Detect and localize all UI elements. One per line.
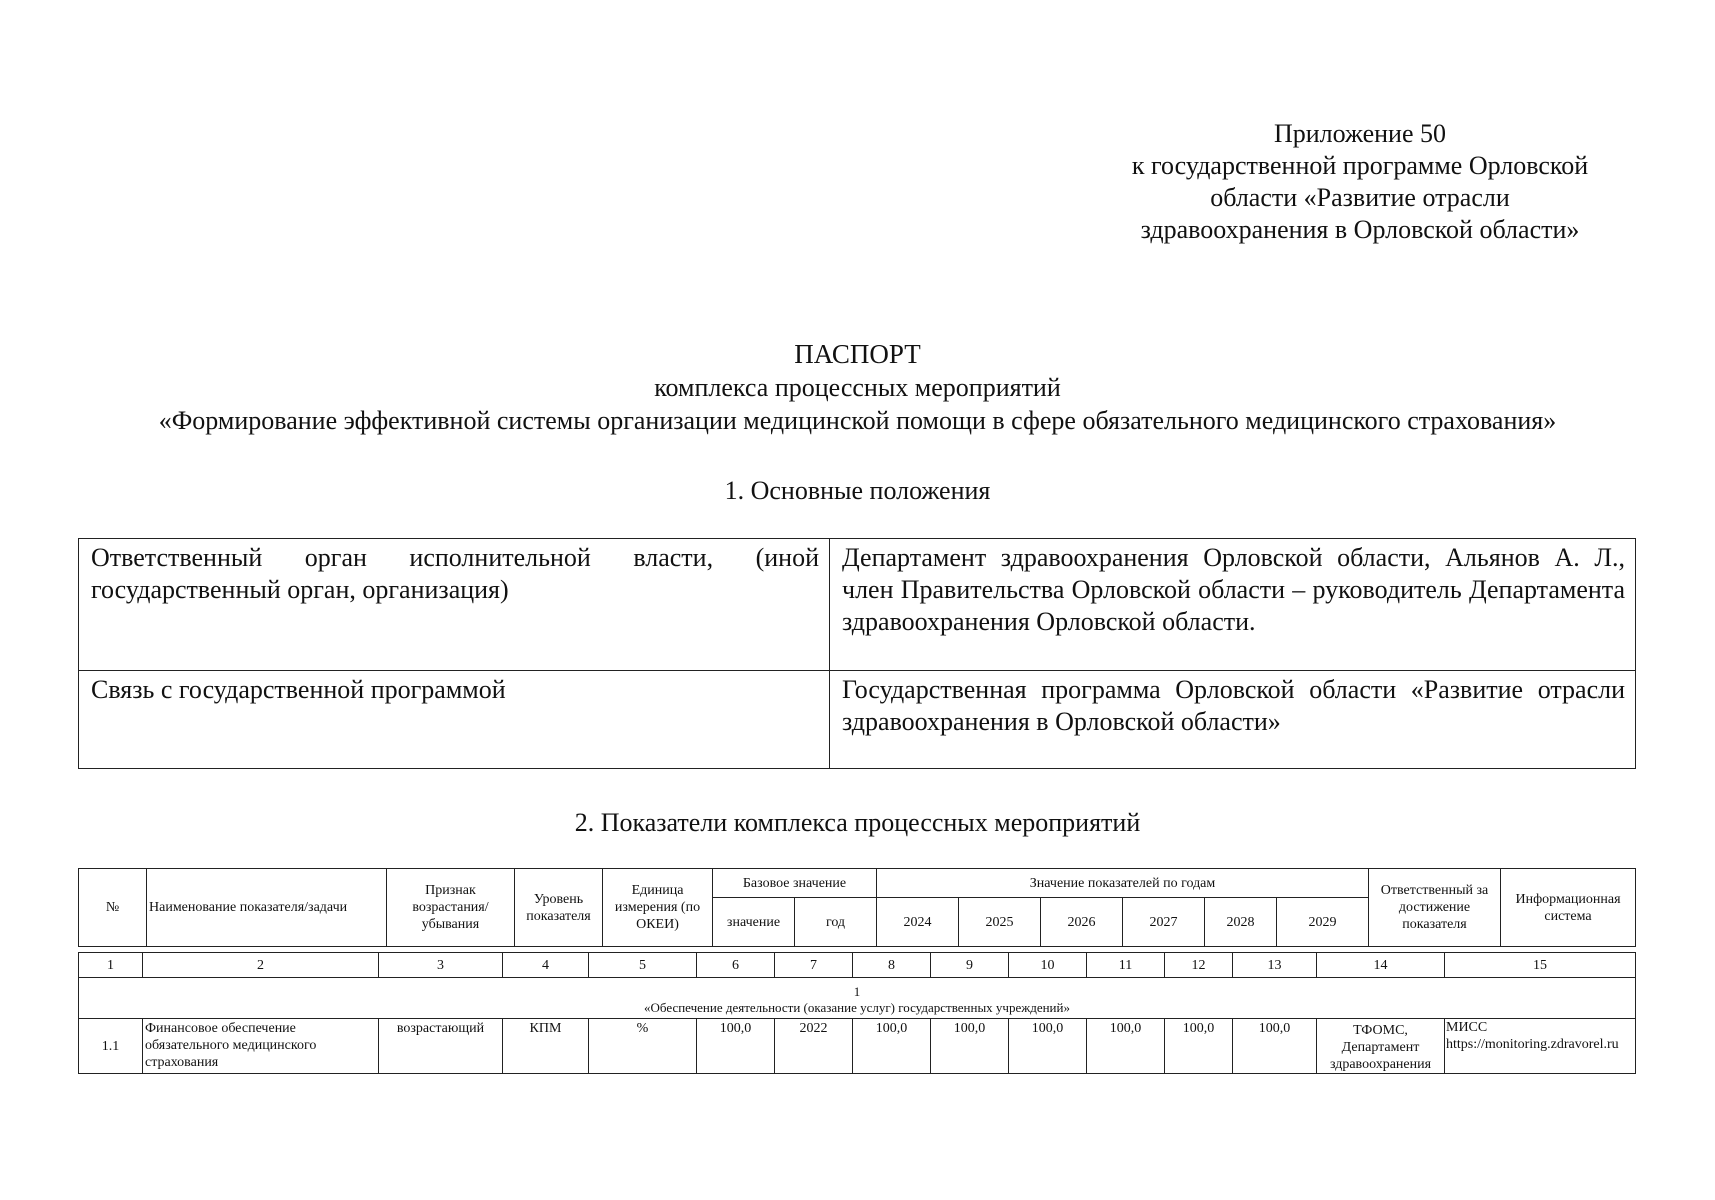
table-row xyxy=(79,1019,1636,1074)
provisions-row-program-link xyxy=(79,671,1636,769)
header-year: 2027 xyxy=(1123,898,1205,947)
header-base-year: год xyxy=(795,898,877,947)
header-year: 2029 xyxy=(1277,898,1369,947)
column-number: 5 xyxy=(589,953,697,978)
column-number: 14 xyxy=(1317,953,1445,978)
row-responsible: ТФОМС, Департамент здравоохранения xyxy=(1317,1019,1445,1074)
column-number: 6 xyxy=(697,953,775,978)
section-2-heading: 2. Показатели комплекса процессных мероприятий xyxy=(574,808,1141,837)
row-value-2029: 100,0 xyxy=(1233,1019,1317,1074)
section-1-heading: 1. Основные положения xyxy=(724,476,991,505)
row-value-2028: 100,0 xyxy=(1165,1019,1233,1074)
provisions-label: Ответственный орган исполнительной власти, (иной государственный орган, организация) xyxy=(79,539,830,671)
row-info-system-name: МИСС xyxy=(1446,1020,1488,1035)
indicators-body-table xyxy=(78,952,1636,1074)
row-num: 1.1 xyxy=(79,1019,143,1074)
column-number: 1 xyxy=(79,953,143,978)
row-trend: возрастающий xyxy=(379,1019,503,1074)
column-number: 15 xyxy=(1445,953,1636,978)
provisions-label: Связь с государственной программой xyxy=(79,671,830,769)
row-name: Финансовое обеспечение обязательного медицинского страхования xyxy=(143,1019,379,1074)
row-base-year: 2022 xyxy=(775,1019,853,1074)
row-base-value: 100,0 xyxy=(697,1019,775,1074)
column-number: 13 xyxy=(1233,953,1317,978)
row-value-2024: 100,0 xyxy=(853,1019,931,1074)
row-info-system-url: https://monitoring.zdravorel.ru xyxy=(1446,1037,1619,1052)
row-value-2026: 100,0 xyxy=(1009,1019,1087,1074)
header-base: Базовое значение xyxy=(713,869,877,898)
appendix-line-2: к государственной программе Орловской xyxy=(1131,151,1589,180)
main-provisions-table xyxy=(78,538,1636,769)
column-numbers-row xyxy=(79,953,1636,978)
column-number: 3 xyxy=(379,953,503,978)
column-number: 8 xyxy=(853,953,931,978)
header-year: 2024 xyxy=(877,898,959,947)
column-number: 4 xyxy=(503,953,589,978)
row-info-system xyxy=(1445,1019,1636,1074)
task-number: 1 xyxy=(853,984,861,999)
task-title: «Обеспечение деятельности (оказание услуг) государственных учреждений» xyxy=(644,1000,1070,1015)
provisions-value: Департамент здравоохранения Орловской области, Альянов А. Л., член Правительства Орловской области – руководитель Департамента здравоохранения Орловской области. xyxy=(830,539,1636,671)
header-year: 2028 xyxy=(1205,898,1277,947)
column-number: 10 xyxy=(1009,953,1087,978)
header-year: 2026 xyxy=(1041,898,1123,947)
document-title xyxy=(0,338,1715,437)
header-num: № xyxy=(79,869,147,947)
column-number: 2 xyxy=(143,953,379,978)
header-unit: Единица измерения (по ОКЕИ) xyxy=(603,869,713,947)
column-number: 11 xyxy=(1087,953,1165,978)
title-passport: ПАСПОРТ xyxy=(794,339,921,369)
title-complex-name: «Формирование эффективной системы организации медицинской помощи в сфере обязательного медицинского страхования» xyxy=(158,406,1557,435)
column-number: 7 xyxy=(775,953,853,978)
row-unit: % xyxy=(589,1019,697,1074)
appendix-line-4: здравоохранения в Орловской области» xyxy=(1140,215,1580,244)
row-value-2025: 100,0 xyxy=(931,1019,1009,1074)
column-number: 12 xyxy=(1165,953,1233,978)
column-number: 9 xyxy=(931,953,1009,978)
header-info-system: Информационная система xyxy=(1501,869,1636,947)
appendix-line-3: области «Развитие отрасли xyxy=(1210,183,1510,212)
header-trend: Признак возрастания/ убывания xyxy=(387,869,515,947)
task-row xyxy=(79,978,1636,1019)
row-level: КПМ xyxy=(503,1019,589,1074)
indicators-header-table xyxy=(78,868,1636,947)
header-by-years: Значение показателей по годам xyxy=(877,869,1369,898)
header-base-value: значение xyxy=(713,898,795,947)
row-value-2027: 100,0 xyxy=(1087,1019,1165,1074)
provisions-value: Государственная программа Орловской области «Развитие отрасли здравоохранения в Орловской области» xyxy=(830,671,1636,769)
header-responsible: Ответственный за достижение показателя xyxy=(1369,869,1501,947)
title-subtitle: комплекса процессных мероприятий xyxy=(654,373,1061,402)
appendix-line-1: Приложение 50 xyxy=(1273,119,1447,148)
task-cell xyxy=(79,978,1636,1019)
header-year: 2025 xyxy=(959,898,1041,947)
provisions-row-responsible xyxy=(79,539,1636,671)
header-name: Наименование показателя/задачи xyxy=(147,869,387,947)
header-level: Уровень показателя xyxy=(515,869,603,947)
appendix-block xyxy=(1090,118,1630,246)
